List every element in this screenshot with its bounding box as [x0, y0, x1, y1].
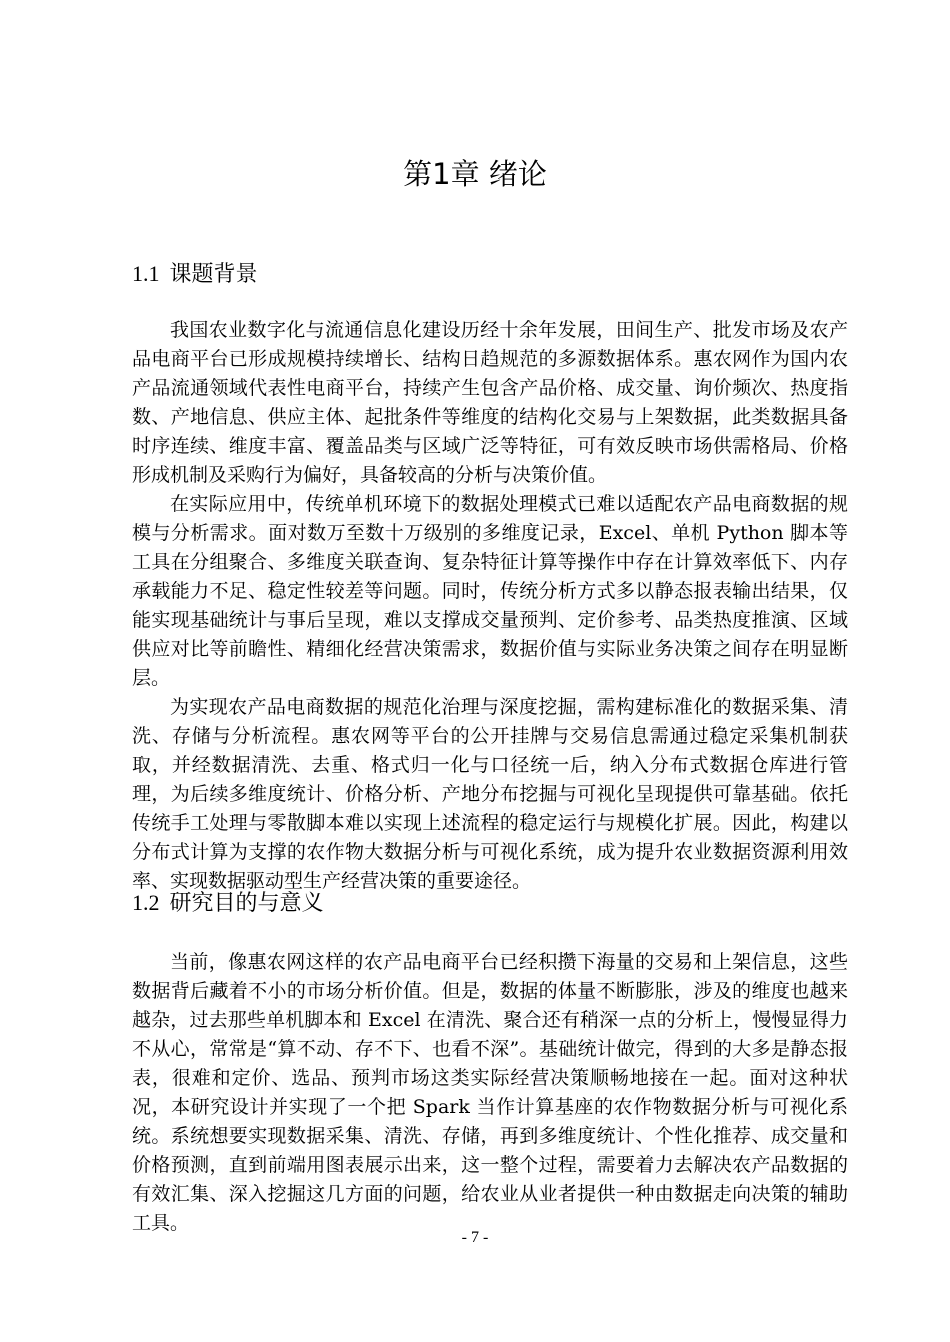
- section-body-1-2: [132, 948, 848, 1238]
- paragraph: 当前，像惠农网这样的农产品电商平台已经积攒下海量的交易和上架信息，这些数据背后藏着不小的市场分析价值。但是，数据的体量不断膨胀，涉及的维度也越来越杂，过去那些单机脚本和 Excel 在清洗、聚合还有稍深一点的分析上，慢慢显得力不从心，常常是“算不动、存不下、也看不深”。基础统计做完，得到的大多是静态报表，很难和定价、选品、预判市场这类实际经营决策顺畅地接在一起。面对这种状况，本研究设计并实现了一个把 Spark 当作计算基座的农作物数据分析与可视化系统。系统想要实现数据采集、清洗、存储，再到多维度统计、个性化推荐、成交量和价格预测，直到前端用图表展示出来，这一整个过程，需要着力去解决农产品数据的有效汇集、深入挖掘这几方面的问题，给农业从业者提供一种由数据走向决策的辅助工具。: [132, 951, 848, 1234]
- section-body-1-1: [132, 316, 848, 896]
- section-number: 1.1: [132, 261, 160, 286]
- paragraph: 在实际应用中，传统单机环境下的数据处理模式已难以适配农产品电商数据的规模与分析需求。面对数万至数十万级别的多维度记录，Excel、单机 Python 脚本等工具在分组聚合、多维度关联查询、复杂特征计算等操作中存在计算效率低下、内存承载能力不足、稳定性较差等问题。同时，传统分析方式多以静态报表输出结果，仅能实现基础统计与事后呈现，难以支撑成交量预判、定价参考、品类热度推演、区域供应对比等前瞻性、精细化经营决策需求，数据价值与实际业务决策之间存在明显断层。: [132, 493, 848, 689]
- paragraph: 为实现农产品电商数据的规范化治理与深度挖掘，需构建标准化的数据采集、清洗、存储与分析流程。惠农网等平台的公开挂牌与交易信息需通过稳定采集机制获取，并经数据清洗、去重、格式归一化与口径统一后，纳入分布式数据仓库进行管理，为后续多维度统计、价格分析、产地分布挖掘与可视化呈现提供可靠基础。依托传统手工处理与零散脚本难以实现上述流程的稳定运行与规模化扩展。因此，构建以分布式计算为支撑的农作物大数据分析与可视化系统，成为提升农业数据资源利用效率、实现数据驱动型生产经营决策的重要途径。: [132, 696, 848, 892]
- section-number: 1.2: [132, 890, 160, 915]
- chapter-title: 第1章 绪论: [403, 157, 547, 191]
- section-title-text: 课题背景: [169, 262, 258, 287]
- paragraph: 我国农业数字化与流通信息化建设历经十余年发展，田间生产、批发市场及农产品电商平台已形成规模持续增长、结构日趋规范的多源数据体系。惠农网作为国内农产品流通领域代表性电商平台，持续产生包含产品价格、成交量、询价频次、热度指数、产地信息、供应主体、起批条件等维度的结构化交易与上架数据，此类数据具备时序连续、维度丰富、覆盖品类与区域广泛等特征，可有效反映市场供需格局、价格形成机制及采购行为偏好，具备较高的分析与决策价值。: [132, 319, 848, 486]
- section-title-text: 研究目的与意义: [169, 891, 324, 916]
- page-number: - 7 -: [461, 1229, 489, 1246]
- section-heading-1-2: [132, 887, 324, 920]
- section-heading-1-1: [132, 258, 258, 291]
